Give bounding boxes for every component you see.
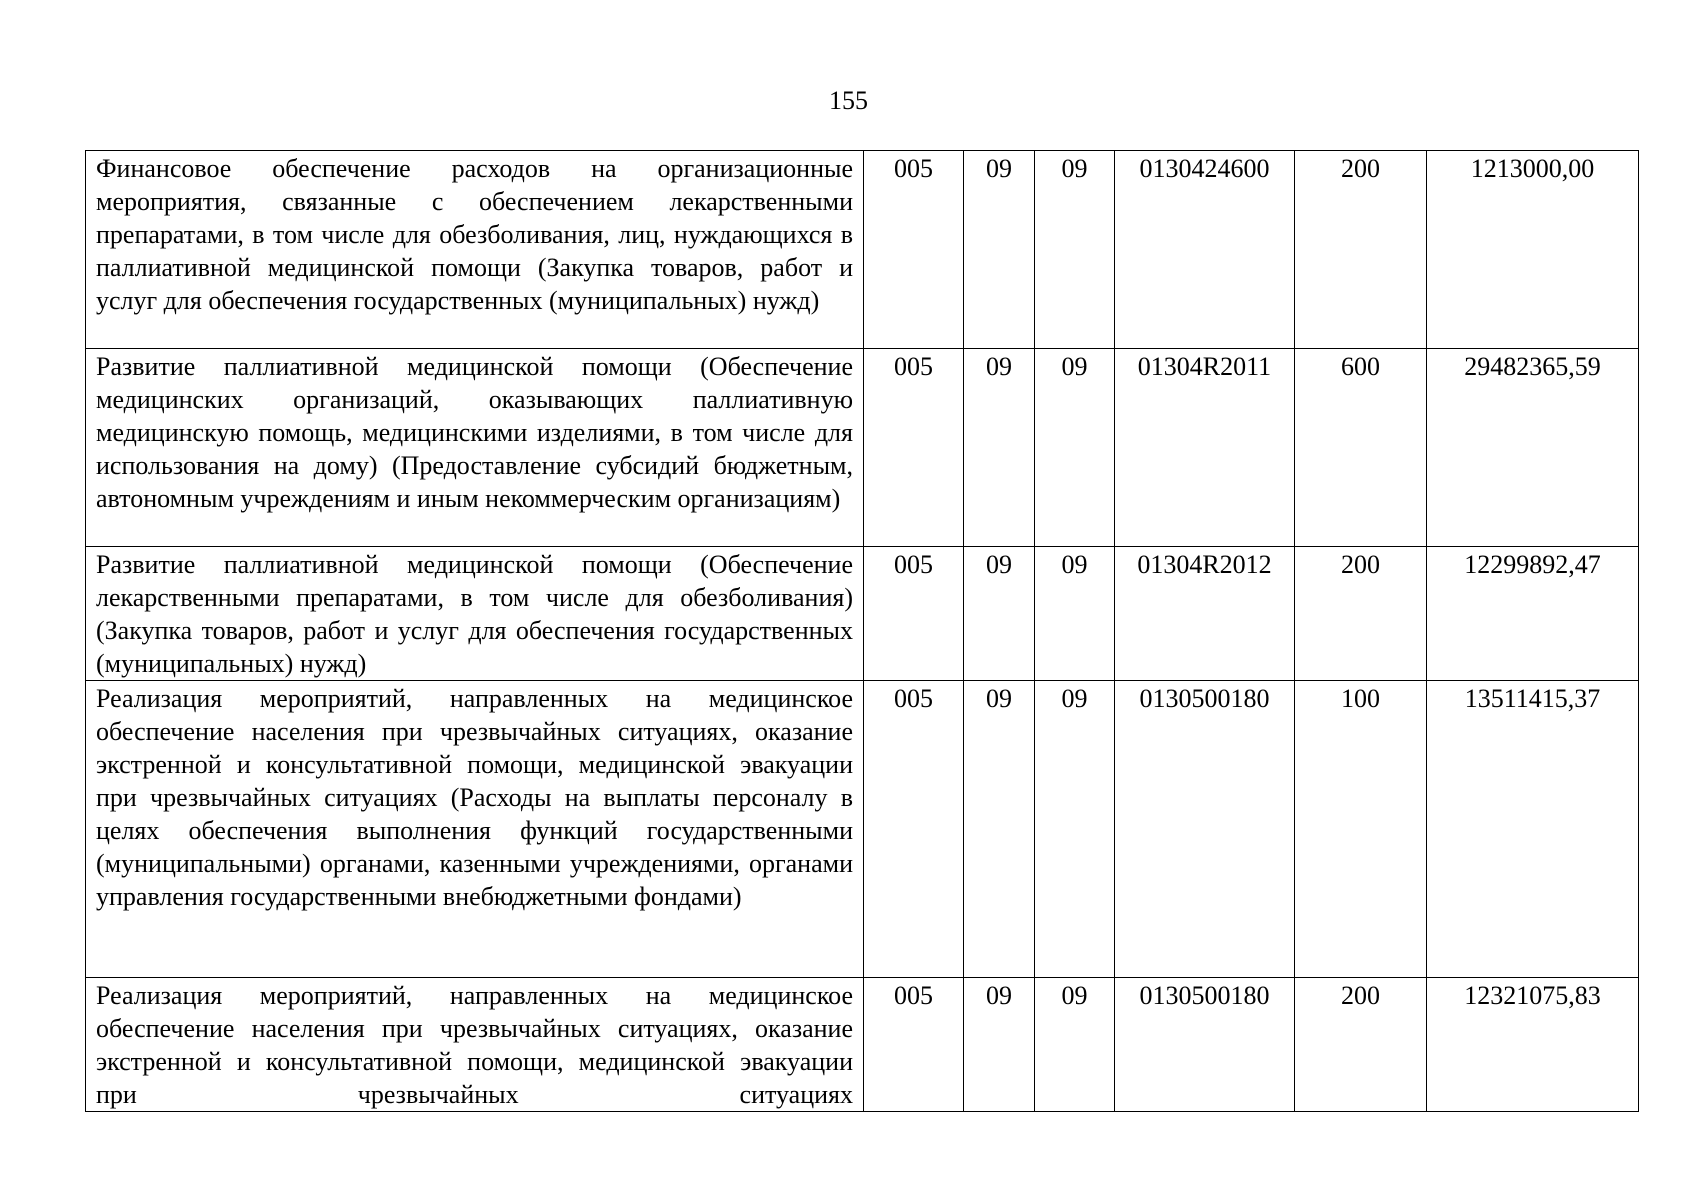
amount-value: 13511415,37 xyxy=(1427,681,1639,978)
target-article-code: 0130500180 xyxy=(1115,681,1295,978)
amount-value: 1213000,00 xyxy=(1427,151,1639,349)
table-row xyxy=(86,151,1639,349)
section-code: 09 xyxy=(964,978,1035,1112)
section-code: 09 xyxy=(964,349,1035,547)
subsection-code: 09 xyxy=(1035,349,1115,547)
expense-type-code: 600 xyxy=(1295,349,1427,547)
ministry-code: 005 xyxy=(864,978,964,1112)
ministry-code: 005 xyxy=(864,349,964,547)
table-row xyxy=(86,978,1639,1112)
expense-type-code: 200 xyxy=(1295,978,1427,1112)
section-code: 09 xyxy=(964,151,1035,349)
subsection-code: 09 xyxy=(1035,978,1115,1112)
target-article-code: 01304R2012 xyxy=(1115,547,1295,681)
target-article-code: 0130424600 xyxy=(1115,151,1295,349)
subsection-code: 09 xyxy=(1035,681,1115,978)
amount-value: 12321075,83 xyxy=(1427,978,1639,1112)
subsection-code: 09 xyxy=(1035,151,1115,349)
table-row xyxy=(86,681,1639,978)
amount-value: 12299892,47 xyxy=(1427,547,1639,681)
table-row xyxy=(86,547,1639,681)
table-row xyxy=(86,349,1639,547)
expense-type-code: 200 xyxy=(1295,547,1427,681)
ministry-code: 005 xyxy=(864,151,964,349)
ministry-code: 005 xyxy=(864,547,964,681)
target-article-code: 01304R2011 xyxy=(1115,349,1295,547)
row-description: Реализация мероприятий, направленных на медицинское обеспечение населения при чрезвычайных ситуациях, оказание экстренной и консультативной помощи, медицинской эвакуации при чрезвычайных ситуациях xyxy=(86,978,864,1112)
row-description: Развитие паллиативной медицинской помощи (Обеспечение медицинских организаций, оказывающих паллиативную медицинскую помощь, медицинскими изделиями, в том числе для использования на дому) (Предоставление субсидий бюджетным, автономным учреждениям и иным некоммерческим организациям) xyxy=(86,349,864,547)
expense-type-code: 200 xyxy=(1295,151,1427,349)
budget-table xyxy=(85,150,1639,1112)
ministry-code: 005 xyxy=(864,681,964,978)
row-description: Реализация мероприятий, направленных на медицинское обеспечение населения при чрезвычайных ситуациях, оказание экстренной и консультативной помощи, медицинской эвакуации при чрезвычайных ситуациях (Расходы на выплаты персоналу в целях обеспечения выполнения функций государственными (муниципальными) органами, казенными учреждениями, органами управления государственными внебюджетными фондами) xyxy=(86,681,864,978)
row-description: Развитие паллиативной медицинской помощи (Обеспечение лекарственными препаратами, в том числе для обезболивания) (Закупка товаров, работ и услуг для обеспечения государственных (муниципальных) нужд) xyxy=(86,547,864,681)
page-number: 155 xyxy=(829,86,868,115)
section-code: 09 xyxy=(964,681,1035,978)
target-article-code: 0130500180 xyxy=(1115,978,1295,1112)
amount-value: 29482365,59 xyxy=(1427,349,1639,547)
section-code: 09 xyxy=(964,547,1035,681)
expense-type-code: 100 xyxy=(1295,681,1427,978)
subsection-code: 09 xyxy=(1035,547,1115,681)
row-description: Финансовое обеспечение расходов на организационные мероприятия, связанные с обеспечением лекарственными препаратами, в том числе для обезболивания, лиц, нуждающихся в паллиативной медицинской помощи (Закупка товаров, работ и услуг для обеспечения государственных (муниципальных) нужд) xyxy=(86,151,864,349)
